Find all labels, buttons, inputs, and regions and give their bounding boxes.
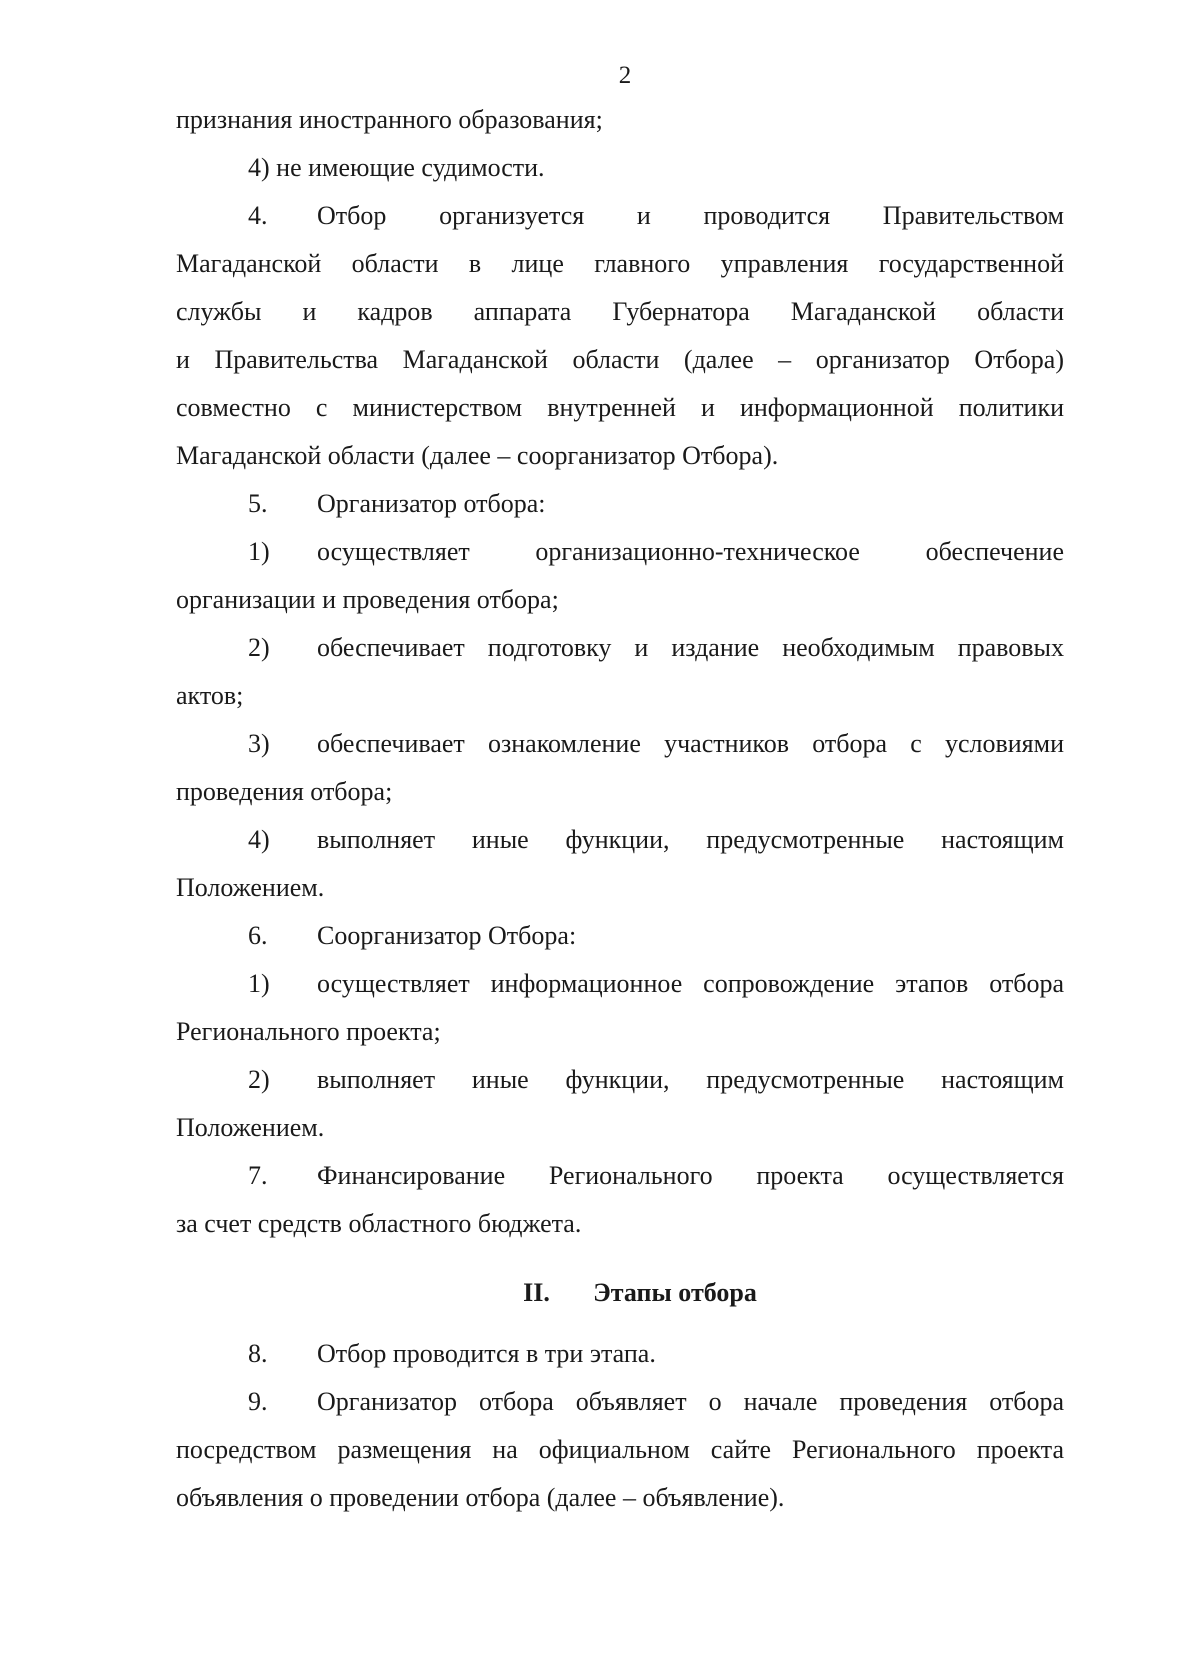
paragraph-4-line: Магаданской области в лице главного управления государственной [176,249,1064,278]
p6-item-1 [176,960,1064,1008]
item-number: 4) [248,825,270,854]
item-number: 1) [248,969,270,998]
p5-item-1 [176,528,1064,576]
paragraph-9-line: объявления о проведении отбора (далее – объявление). [176,1483,785,1512]
item-text: выполняет иные функции, предусмотренные настоящим [317,825,1064,854]
p5-item-3 [176,720,1064,768]
paragraph-4-first-line [176,192,1064,240]
item-text: обеспечивает ознакомление участников отбора с условиями [317,729,1064,758]
item-number: 1) [248,537,270,566]
paragraph-4-line: Магаданской области (далее – соорганизатор Отбора). [176,441,779,470]
list-item-4-criteria: 4) не имеющие судимости. [248,153,545,182]
paragraph-7 [176,1152,1064,1200]
paragraph-number: 4. [248,201,268,230]
item-continuation: проведения отбора; [176,777,393,806]
paragraph-4-line: совместно с министерством внутренней и информационной политики [176,393,1064,422]
paragraph-text: Финансирование Регионального проекта осуществляется [317,1161,1064,1190]
item-number: 2) [248,633,270,662]
section-title: Этапы отбора [593,1278,757,1307]
item-continuation: организации и проведения отбора; [176,585,559,614]
paragraph-text: Соорганизатор Отбора: [317,921,577,950]
paragraph-text: Организатор отбора: [317,489,546,518]
paragraph-text: Отбор организуется и проводится Правительством [317,201,1064,230]
item-text: осуществляет организационно-техническое обеспечение [317,537,1064,566]
paragraph-number: 7. [248,1161,268,1190]
paragraph-text: Отбор проводится в три этапа. [317,1339,656,1368]
item-continuation: Положением. [176,1113,325,1142]
page-number: 2 [618,62,632,89]
item-continuation: Регионального проекта; [176,1017,441,1046]
item-continuation: Положением. [176,873,325,902]
paragraph-number: 5. [248,489,268,518]
item-number: 3) [248,729,270,758]
section-number: II. [523,1278,550,1307]
paragraph-9-line: посредством размещения на официальном сайте Регионального проекта [176,1435,1064,1464]
item-continuation: актов; [176,681,244,710]
paragraph-number: 9. [248,1387,268,1416]
paragraph-7-line: за счет средств областного бюджета. [176,1209,582,1238]
paragraph-number: 8. [248,1339,268,1368]
paragraph-8 [176,1330,1064,1378]
paragraph-number: 6. [248,921,268,950]
p5-item-4 [176,816,1064,864]
item-text: осуществляет информационное сопровождение этапов отбора [317,969,1064,998]
paragraph-4-line: и Правительства Магаданской области (далее – организатор Отбора) [176,345,1064,374]
paragraph-4-line: службы и кадров аппарата Губернатора Магаданской области [176,297,1064,326]
p6-item-2 [176,1056,1064,1104]
paragraph-5 [176,480,1064,528]
paragraph-6 [176,912,1064,960]
text-line: признания иностранного образования; [176,105,603,134]
paragraph-text: Организатор отбора объявляет о начале проведения отбора [317,1387,1064,1416]
item-number: 2) [248,1065,270,1094]
document-body [176,96,1064,1522]
item-text: обеспечивает подготовку и издание необходимым правовых [317,633,1064,662]
item-text: выполняет иные функции, предусмотренные настоящим [317,1065,1064,1094]
section-heading [176,1269,1064,1317]
p5-item-2 [176,624,1064,672]
paragraph-9 [176,1378,1064,1426]
